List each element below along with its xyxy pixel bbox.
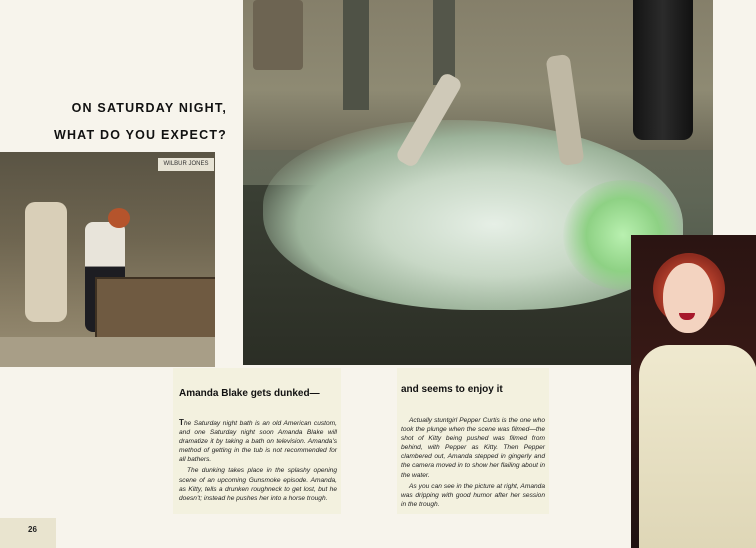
article-left-paragraph-1: The Saturday night bath is an old American custom, and one Saturday night soon Amanda Blake will dramatize it by taking a bath on television. Amanda’s method of getting in the tub is not recommended for all bathers.: [179, 418, 337, 464]
article-right-paragraph-2: As you can see in the picture at right, Amanda was dripping with good humor after her session in the trough.: [401, 482, 545, 508]
storefront-sign: WILBUR JONES: [158, 158, 214, 171]
article-left-body: [179, 418, 337, 505]
right-photo-amanda-smiling: [631, 235, 756, 548]
article-right-heading: and seems to enjoy it: [401, 384, 503, 395]
article-left: [173, 368, 341, 514]
page-headline: [22, 95, 227, 149]
article-right: [397, 368, 549, 514]
headline-line-2: WHAT DO YOU EXPECT?: [53, 128, 227, 142]
page-number: 26: [0, 518, 56, 548]
article-right-body: [401, 416, 545, 511]
article-left-heading: Amanda Blake gets dunked—: [179, 388, 320, 399]
article-right-paragraph-1: Actually stuntgirl Pepper Curtis is the one who took the plunge when the scene was filmed—the shot of Kitty being pushed was filmed from behind, with Pepper as Kitty. Then Pepper clambered out, Amanda stepped in gingerly and the camera moved in to show her flailing about in the water.: [401, 417, 545, 479]
article-left-paragraph-2: The dunking takes place in the splashy opening scene of an upcoming Gunsmoke episode. Amanda, as Kitty, tells a drunken roughneck to get lost, but he doesn’t; instead he pushes her into a horse trough.: [179, 467, 337, 502]
dropcap: T: [179, 418, 184, 427]
left-photo-push-scene: [0, 152, 215, 367]
headline-line-1: ON SATURDAY NIGHT,: [71, 101, 227, 115]
